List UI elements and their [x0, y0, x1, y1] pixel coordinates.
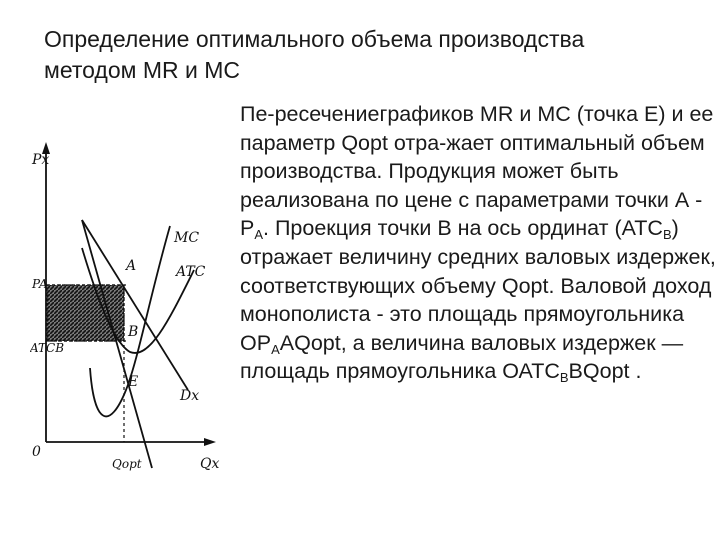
point-b-label: B: [128, 324, 139, 340]
point-a-label: A: [126, 258, 137, 274]
point-e-label: E: [128, 374, 139, 390]
price-a-label: PA: [32, 277, 48, 291]
subscript-a: А: [271, 341, 280, 357]
subscript-b: В: [559, 370, 569, 386]
title-line-1: Определение оптимального объема производства: [44, 26, 585, 52]
text-segment: BQopt .: [568, 359, 642, 384]
origin-label: 0: [32, 444, 41, 460]
title-line-2: методом MR и MC: [44, 57, 240, 83]
subscript-a: А: [254, 227, 264, 243]
subscript-b: В: [662, 227, 672, 243]
mr-curve: [82, 220, 152, 468]
quantity-axis-label: Qx: [200, 456, 220, 472]
quantity-axis-arrow: [204, 438, 216, 446]
text-segment: ) отражает величину средних валовых издержек, соответствующих объему Qopt. Валовой доход монополиста - это площадь прямоугольника ОР: [240, 216, 716, 355]
atc-b-label: ATCB: [30, 341, 65, 355]
monopoly-graph: [30, 138, 230, 480]
text-segment: Пе-ресечениеграфиков MR и MC (точка Е) и ее параметр Qopt отра-жает оптимальный объем производства. Продукция может быть реализована по цене с параметрами точки А - Р: [240, 102, 714, 241]
explanation-text: [240, 100, 716, 386]
text-segment: AQopt, а величина валовых издержек — площадь прямоугольника ОАТС: [240, 330, 684, 384]
price-axis-label: Px: [32, 152, 50, 168]
mc-label: MC: [174, 230, 200, 246]
demand-label: Dx: [180, 388, 200, 404]
q-opt-label: Qopt: [112, 457, 142, 471]
profit-area: [47, 285, 124, 341]
slide-title: [44, 24, 694, 86]
atc-label: ATC: [176, 264, 206, 280]
text-segment: . Проекция точки В на ось ординат (АТС: [263, 216, 663, 241]
